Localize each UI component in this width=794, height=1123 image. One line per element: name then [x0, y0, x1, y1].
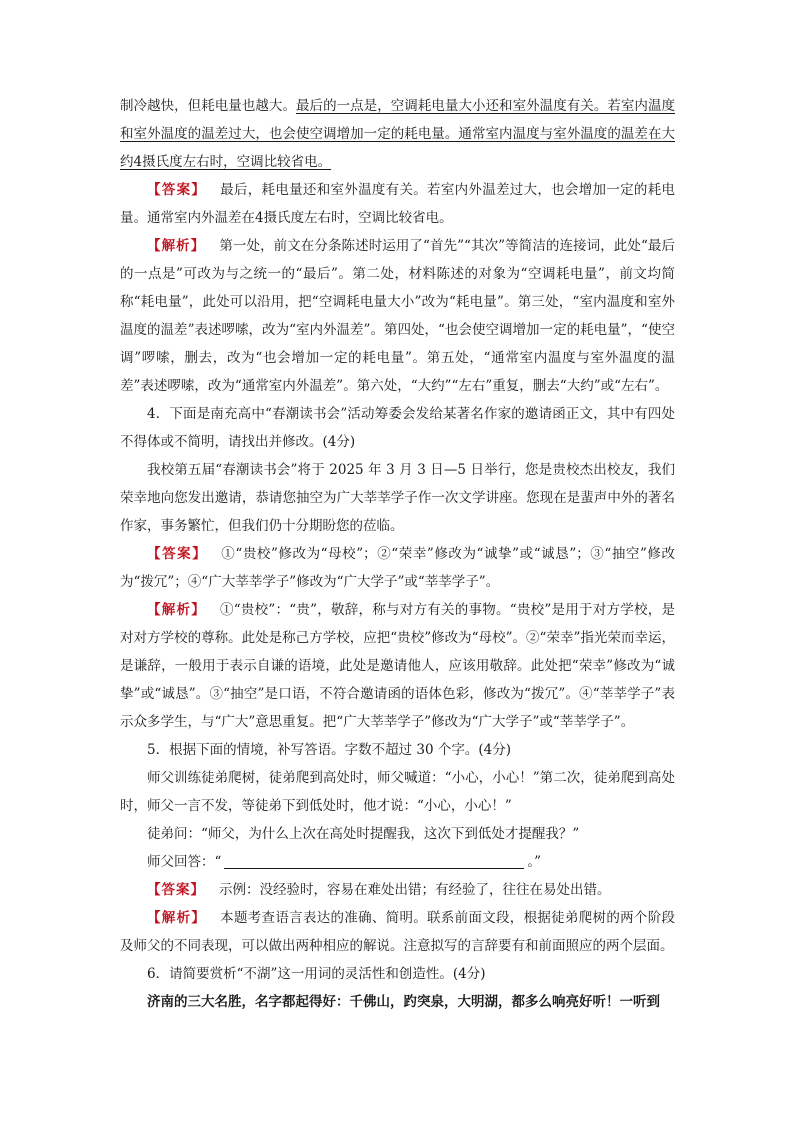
q3-answer [120, 176, 675, 232]
answer-blank-line [224, 852, 524, 869]
q5-master-reply [120, 848, 675, 876]
q5-passage: 师父训练徒弟爬树，徒弟爬到高处时，师父喊道：“小心，小心！”第二次，徒弟爬到高处时，师父一言不发，等徒弟下到低处时，他才说：“小心，小心！” [120, 770, 675, 814]
q3-passage [120, 92, 675, 176]
q5-student-question: 徒弟问：“师父，为什么上次在高处时提醒我，这次下到低处才提醒我？” [147, 826, 580, 842]
answer-tag: 【答案】 [147, 182, 207, 198]
analysis-tag: 【解析】 [147, 602, 206, 618]
q3-passage-underlined: 最后的一点是，空调耗电量大小还和室外温度有关。若室内温度和室外温度的温差过大，也会使空调增加一定的耗电量。通常室内温度与室外温度的温差在大约4摄氏度左右时，空调比较省电。 [120, 98, 676, 170]
q4-answer-text: ①“贵校”修改为“母校”；②“荣幸”修改为“诚挚”或“诚恳”；③“抽空”修改为“拨冗”；④“广大莘莘学子”修改为“广大学子”或“莘莘学子”。 [120, 546, 675, 590]
q6-question: 6．请简要赏析“不湖”这一用词的灵活性和创造性。(4分) [147, 966, 486, 982]
q4-analysis [120, 596, 675, 736]
q4-analysis-text: ①“贵校”：“贵”，敬辞，称与对方有关的事物。“贵校”是用于对方学校，是对对方学校的尊称。此处是称己方学校，应把“贵校”修改为“母校”。②“荣幸”指光荣而幸运，是谦辞，一般用于表示自谦的语境，此处是邀请他人，应该用敬辞。此处把“荣幸”修改为“诚挚”或“诚恳”。③“抽空”是口语，不符合邀请函的语体色彩，修改为“拨冗”。④“莘莘学子”表示众多学生，与“广大”意思重复。把“广大莘莘学子”修改为“广大学子”或“莘莘学子”。 [120, 602, 675, 730]
q4-question: 4．下面是南充高中“春潮读书会”活动筹委会发给某著名作家的邀请函正文，其中有四处不得体或不简明，请找出并修改。(4分) [120, 406, 675, 450]
q3-answer-text: 最后，耗电量还和室外温度有关。若室内外温差过大，也会增加一定的耗电量。通常室内外温差在4摄氏度左右时，空调比较省电。 [120, 182, 676, 226]
q6-passage: 济南的三大名胜，名字都起得好：千佛山，趵突泉，大明湖，都多么响亮好听！一听到 [147, 994, 660, 1010]
q5-master-suffix: 。” [527, 854, 542, 870]
q5-answer-text: 示例：没经验时，容易在难处出错；有经验了，往往在易处出错。 [219, 882, 611, 898]
analysis-tag: 【解析】 [147, 238, 206, 254]
page-content [120, 92, 675, 1016]
answer-tag: 【答案】 [147, 882, 205, 898]
q5-master-prefix: 师父回答：“ [147, 854, 222, 870]
q5-answer [120, 876, 675, 904]
analysis-tag: 【解析】 [147, 910, 207, 926]
q3-analysis-text: 第一处，前文在分条陈述时运用了“首先”“其次”等简洁的连接词，此处“最后的一点是”可改为与之统一的“最后”。第二处，材料陈述的对象为“空调耗电量”，前文均简称“耗电量”，此处可以沿用，把“空调耗电量大小”改为“耗电量”。第三处，“室内温度和室外温度的温差”表述啰嗦，改为“室内外温差”。第四处，“也会使空调增加一定的耗电量”，“使空调”啰嗦，删去，改为“也会增加一定的耗电量”。第五处，“通常室内温度与室外温度的温差”表述啰嗦，改为“通常室内外温差”。第六处，“大约”“左右”重复，删去“大约”或“左右”。 [120, 238, 676, 394]
q5-analysis [120, 904, 675, 960]
q4-answer [120, 540, 675, 596]
q4-passage: 我校第五届“春潮读书会”将于 2025 年 3 月 3 日—5 日举行，您是贵校杰出校友，我们荣幸地向您发出邀请，恭请您抽空为广大莘莘学子作一次文学讲座。您现在是蜚声中外的著名作家，事务繁忙，但我们仍十分期盼您的莅临。 [120, 462, 675, 534]
q3-passage-lead: 制冷越快，但耗电量也越大。 [120, 98, 296, 114]
q3-analysis [120, 232, 675, 400]
q5-analysis-text: 本题考查语言表达的准确、简明。联系前面文段，根据徒弟爬树的两个阶段及师父的不同表现，可以做出两种相应的解说。注意拟写的言辞要有和前面照应的两个层面。 [120, 910, 676, 954]
q5-question: 5．根据下面的情境，补写答语。字数不超过 30 个字。(4分) [147, 742, 511, 758]
answer-tag: 【答案】 [147, 546, 208, 562]
